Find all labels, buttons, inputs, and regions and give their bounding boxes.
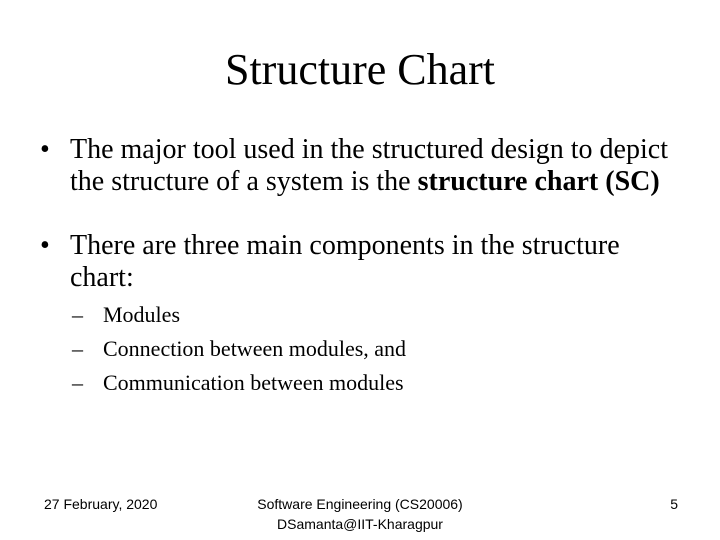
subitem-modules	[72, 298, 672, 332]
dash-icon: –	[72, 336, 83, 361]
subitem-text: Connection between modules, and	[103, 336, 407, 361]
bullet-text	[70, 134, 680, 198]
slide-title: Structure Chart	[224, 45, 496, 94]
bullet-item-sc-definition	[40, 134, 680, 198]
footer-course-line2: DSamanta@IIT-Kharagpur	[277, 516, 443, 532]
footer-course-info	[200, 494, 520, 534]
bullet-icon: •	[40, 134, 50, 165]
subitem-connection	[72, 332, 672, 366]
bullet-text-bold: structure chart (SC)	[417, 166, 660, 197]
bullet-text-prefix: The major tool used in the structured design to depict the structure of a system is the	[70, 134, 668, 197]
bullet-icon: •	[40, 230, 50, 261]
bullet-text: There are three main components in the structure chart:	[70, 230, 620, 293]
subitem-text: Modules	[103, 302, 180, 327]
subitem-communication	[72, 366, 672, 400]
footer-course-line1: Software Engineering (CS20006)	[257, 496, 463, 512]
footer-page-number: 5	[670, 496, 678, 512]
bullet-item-components	[40, 230, 680, 294]
dash-icon: –	[72, 302, 83, 327]
subitem-text: Communication between modules	[103, 370, 404, 395]
dash-icon: –	[72, 370, 83, 395]
footer-date: 27 February, 2020	[44, 496, 158, 512]
